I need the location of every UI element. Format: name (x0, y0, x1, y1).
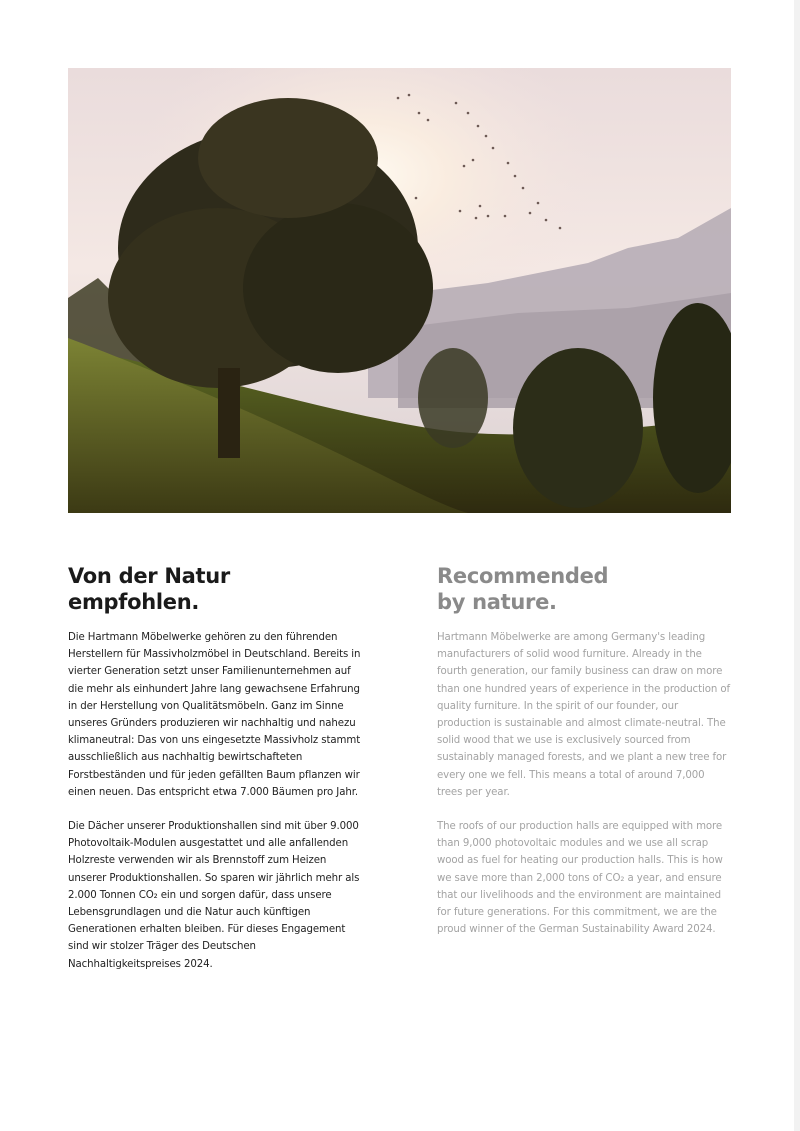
german-heading-line1: Von der Natur (68, 564, 230, 588)
english-paragraph-1: Hartmann Möbelwerke are among Germany's leading manufacturers of solid wood furniture. Already in the fourth generation, our family business can draw on more than one hundred years of experience in the production of quality furniture. In the spirit of our founder, our production is sustainable and almost climate-neutral. The solid wood that we use is exclusively sourced from sustainably managed forests, and we plant a new tree for every one we fell. This means a total of around 7,000 trees per year. (437, 632, 730, 798)
english-text-column (437, 563, 732, 955)
main-tree-top (198, 98, 378, 218)
middle-tree (418, 348, 488, 448)
main-tree-canopy-right (243, 203, 433, 373)
english-heading-line2: by nature. (437, 590, 557, 614)
german-paragraph-1: Die Hartmann Möbelwerke gehören zu den führenden Herstellern für Massivholzmöbel in Deutschland. Bereits in vierter Generation setzt unser Familienunternehmen auf die mehr als einhundert Jahre lang gewachsene Erfahrung in der Herstellung von Qualitätsmöbeln. Ganz im Sinne unseres Gründers produzieren wir nachhaltig und nahezu klimaneutral: Das von uns eingesetzte Massivholz stammt ausschließlich aus nachhaltig bewirtschafteten Forstbeständen und für jeden gefällten Baum pflanzen wir einen neuen. Das entspricht etwa 7.000 Bäumen pro Jahr. (68, 632, 361, 798)
english-heading (437, 563, 732, 615)
german-text-column (68, 563, 363, 990)
right-tree (513, 348, 643, 508)
scrollbar[interactable] (794, 0, 800, 1131)
german-heading (68, 563, 363, 615)
english-heading-line1: Recommended (437, 564, 609, 588)
main-tree-trunk (218, 368, 240, 458)
english-paragraph-2: The roofs of our production halls are equipped with more than 9,000 photovoltaic modules and we use all scrap wood as fuel for heating our production halls. This is how we save more than 2,000 tons of CO₂ a year, and ensure that our livelihoods and the environment are maintained for future generations. For this commitment, we are the proud winner of the German Sustainability Award 2024. (437, 821, 723, 936)
hero-image-nature-tree (68, 68, 731, 513)
landscape-illustration (68, 68, 731, 513)
german-heading-line2: empfohlen. (68, 590, 200, 614)
german-paragraph-2: Die Dächer unserer Produktionshallen sind mit über 9.000 Photovoltaik-Modulen ausgestattet und alle anfallenden Holzreste verwenden wir als Brennstoff zum Heizen unserer Produktionshallen. So sparen wir jährlich mehr als 2.000 Tonnen CO₂ ein und sorgen dafür, dass unsere Lebensgrundlagen und die Natur auch künftigen Generationen erhalten bleiben. Für dieses Engagement sind wir stolzer Träger des Deutschen Nachhaltigkeitspreises 2024. (68, 821, 360, 970)
